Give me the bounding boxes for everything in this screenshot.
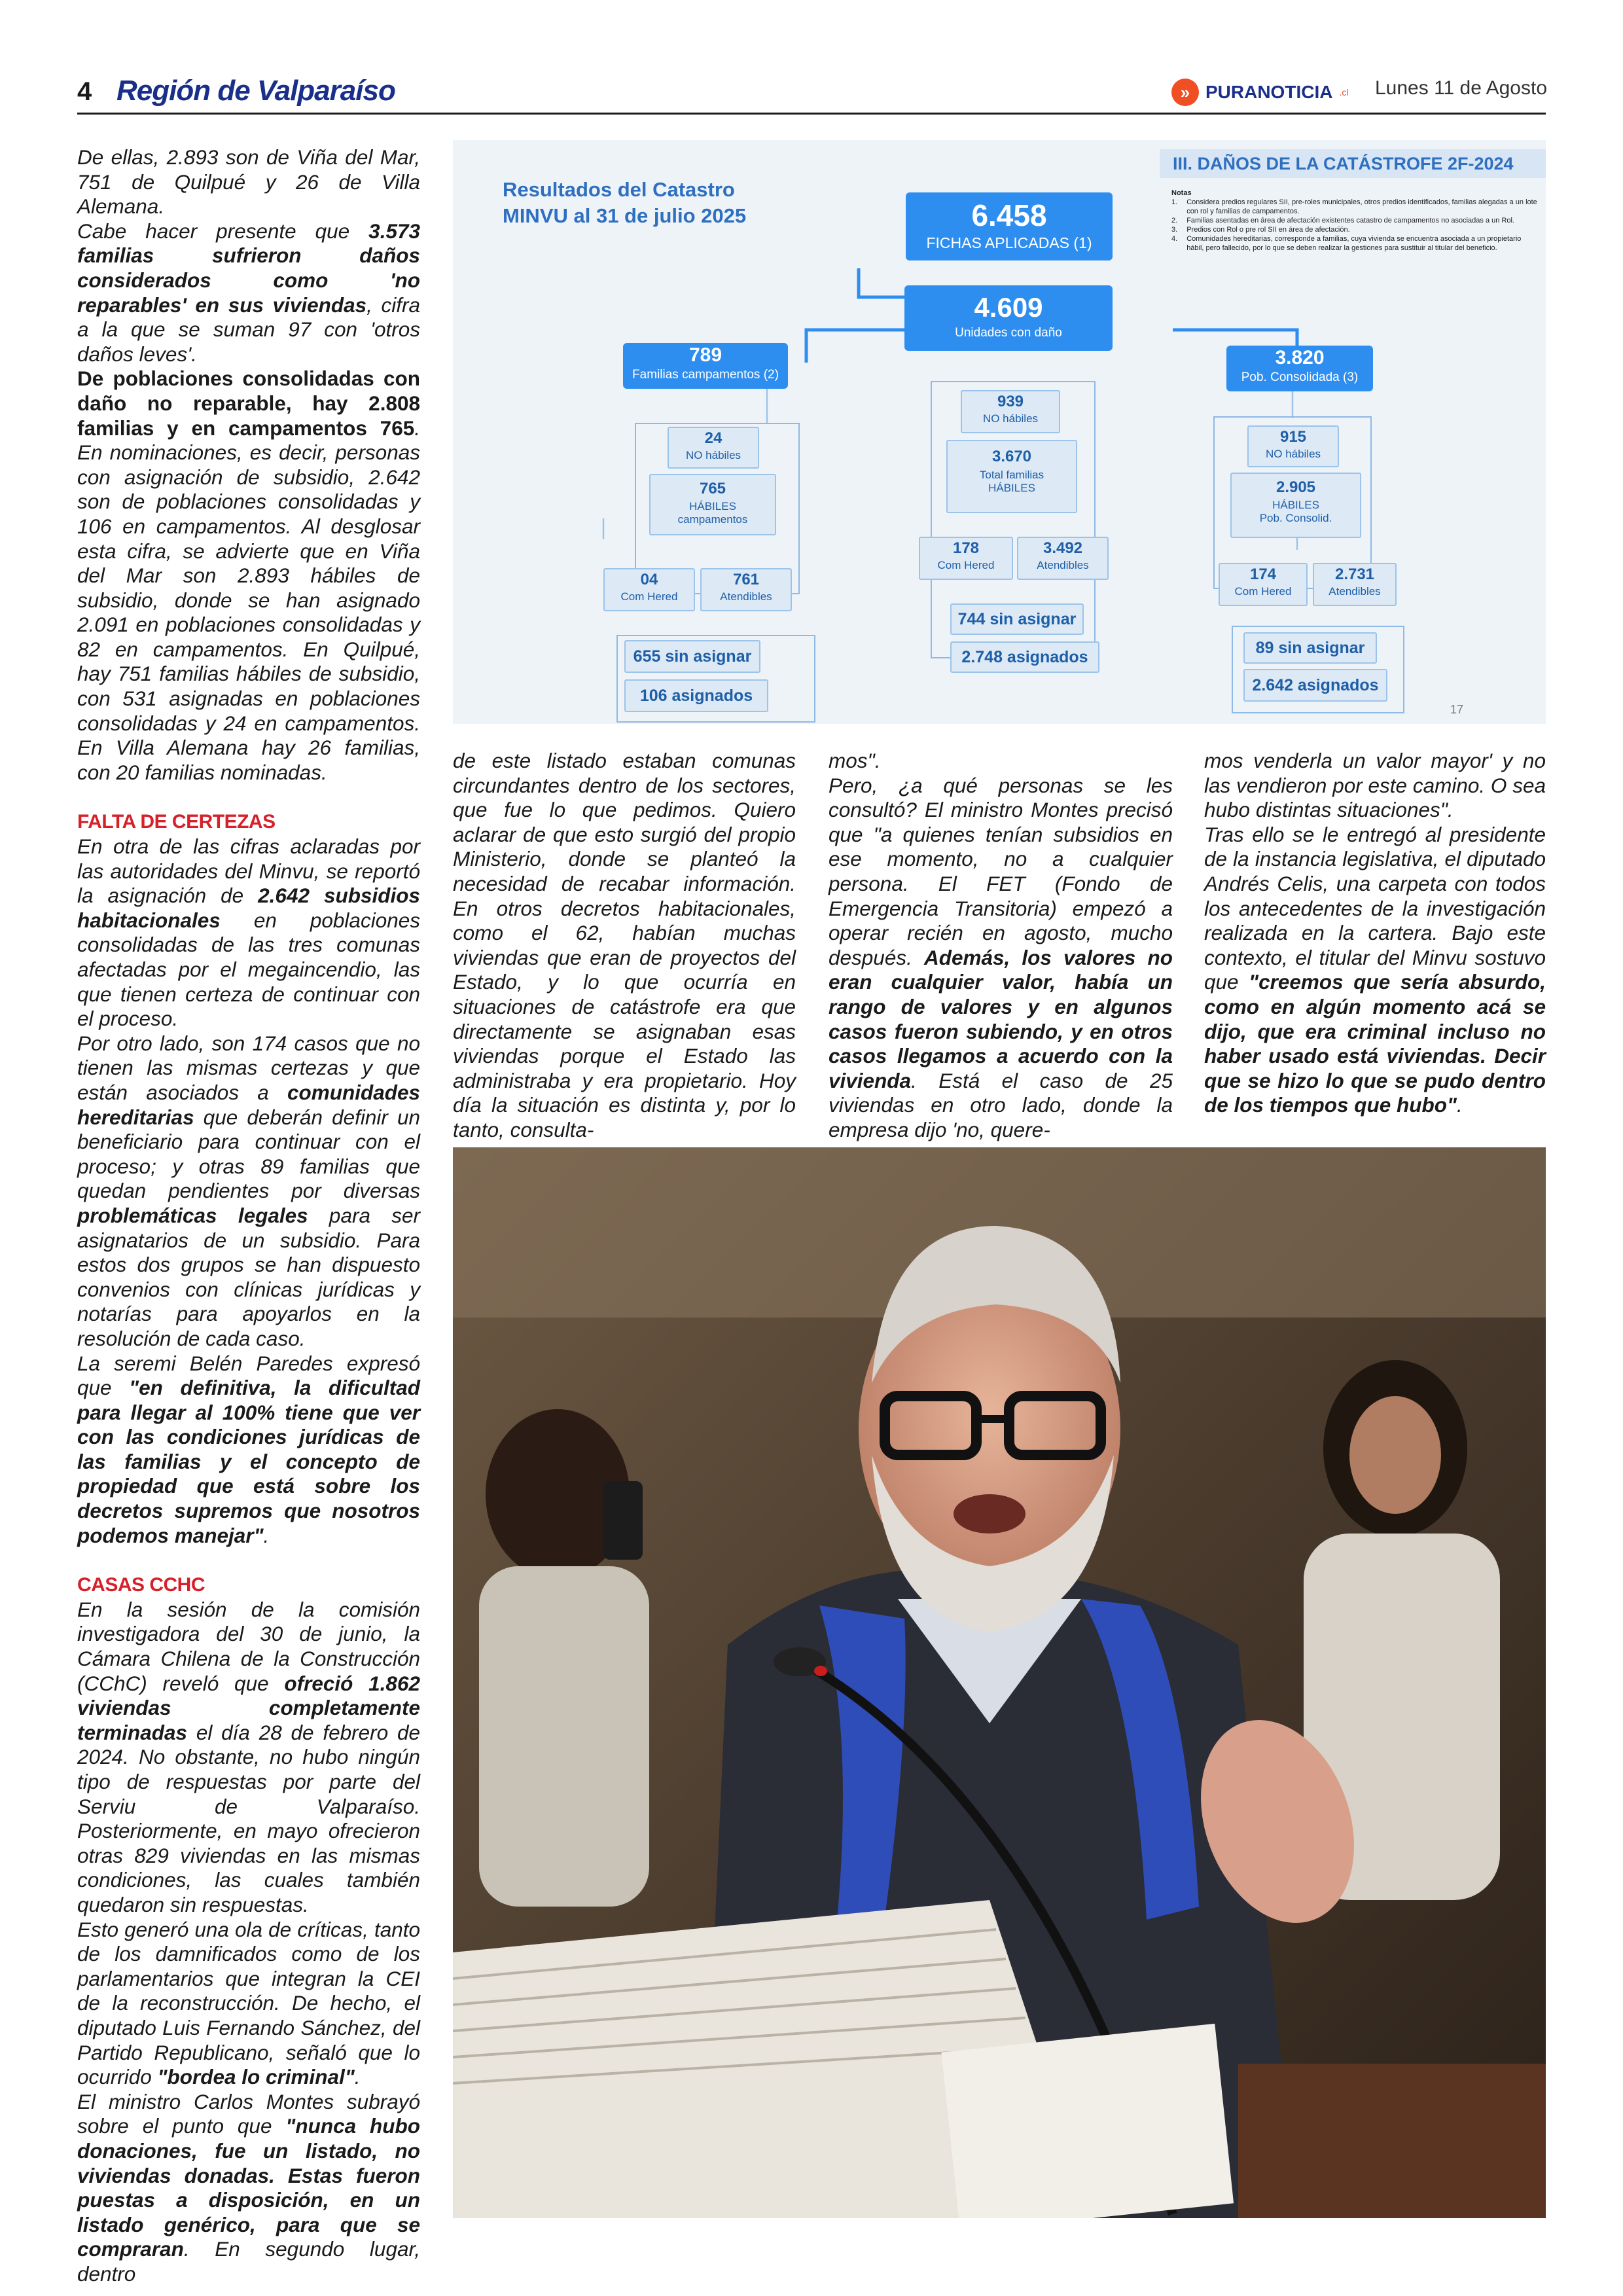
left-habiles: 765 HÁBILES campamentos <box>649 474 776 535</box>
center-habiles: 3.670 Total familias HÁBILES <box>946 440 1077 513</box>
fichas-aplicadas-node: 6.458 FICHAS APLICADAS (1) <box>906 192 1113 260</box>
paragraph: En la sesión de la comisión investigadora del 30 de junio, la Cámara Chilena de la Construcción (CChC) reveló que ofreció 1.862 viviendas completamente terminadas el día 28 de febrero de 2024. No obstante, no hubo ningún tipo de respuestas por parte del Serviu de Valparaíso. Posteriormente, en mayo ofrecieron otras 829 viviendas en las mismas condiciones, las cuales también quedaron sin respuestas. <box>77 1597 420 1916</box>
photo-illustration <box>453 1147 1546 2218</box>
article-column-4 <box>1204 749 1546 1118</box>
article-column-3 <box>829 749 1173 1143</box>
paragraph: de este listado estaban comunas circundantes dentro de los sectores, que fue lo que pedimos. Quiero aclarar de que esto surgió del propio Ministerio, donde se planteó la necesidad de recabar información. En otros decretos habitacionales, como el 62, habían muchas viviendas que eran de proyectos del Estado, y lo que ocurría en situaciones de catástrofe era que directamente se asignaban esas viviendas porque el Estado las administraba y era propietario. Hoy día la situación es distinta y, por lo tanto, consulta- <box>453 749 796 1141</box>
infographic-title: Resultados del Catastro MINVU al 31 de julio 2025 <box>503 178 747 227</box>
subheading-casas-cchc: CASAS CCHC <box>77 1574 205 1596</box>
page-number: 4 <box>77 77 92 106</box>
paragraph: Esto generó una ola de críticas, tanto de los damnificados como de los parlamentarios que integran la CEI de la reconstrucción. De hecho, el diputado Luis Fernando Sánchez, del Partido Republicano, señaló que lo ocurrido "bordea lo criminal". <box>77 1917 420 2089</box>
paragraph: mos". <box>829 749 881 772</box>
left-no-habiles: 24 NO hábiles <box>668 427 759 469</box>
issue-date: Lunes 11 de Agosto <box>1375 77 1547 99</box>
center-com-hered: 178 Com Hered <box>919 537 1013 580</box>
slide-number: 17 <box>1450 703 1464 716</box>
catastro-infographic <box>453 140 1546 724</box>
puranoticia-logo[interactable] <box>1171 77 1348 107</box>
paragraph: Pero, ¿a qué personas se les consultó? El ministro Montes precisó que "a quienes tenían subsidios en ese momento, no a cualquier persona. El FET (Fondo de Emergencia Transitoria) empezó a operar recién en agosto, mucho después. Además, los valores no eran cualquier valor, había un rango de valores y en algunos casos fueron subiendo, y en otros casos llegamos a acuerdo con la vivienda. Está el caso de 25 viviendas en otro lado, donde la empresa dijo 'no, quere- <box>829 773 1173 1141</box>
header-rule <box>77 113 1546 115</box>
logo-suffix: .cl <box>1339 87 1349 98</box>
arrows-icon: » <box>1171 79 1199 106</box>
paragraph: mos venderla un valor mayor' y no las vendieron por este camino. O sea hubo distintas situaciones". <box>1204 749 1546 822</box>
paragraph: De ellas, 2.893 son de Viña del Mar, 751 de Quilpué y 26 de Villa Alemana. <box>77 145 420 219</box>
footnotes: Notas 1. Considera predios regulares SII, pre-roles municipales, otros predios identificados, familias alegadas a un lote con rol y familias de campamentos. 2. Familias asentadas en área de afectación existentes catastro de campamentos no asociadas a un Rol. 3. Predios con Rol o pre rol SII en área de afectación. 4. Comunidades hereditarias, corresponde a familias, cuya vivienda se encuentra asociada a un propietario hábil, pero fallecido, por lo que se deben realizar la gestiones para sustituir al titular del beneficio. <box>1171 189 1537 252</box>
pob-consolidada-node: 3.820 Pob. Consolidada (3) <box>1226 346 1373 391</box>
left-sin-asignar: 655 sin asignar <box>624 640 760 673</box>
right-atendibles: 2.731 Atendibles <box>1313 563 1397 606</box>
section-title: Región de Valparaíso <box>116 75 395 107</box>
right-asignados: 2.642 asignados <box>1243 669 1387 702</box>
right-no-habiles: 915 NO hábiles <box>1247 425 1339 467</box>
subheading-falta-de-certezas: FALTA DE CERTEZAS <box>77 811 276 833</box>
unidades-con-dano-node: 4.609 Unidades con daño <box>904 285 1113 351</box>
right-sin-asignar: 89 sin asignar <box>1243 632 1377 664</box>
article-column-1 <box>77 145 420 2286</box>
left-asignados: 106 asignados <box>624 679 768 712</box>
paragraph: Por otro lado, son 174 casos que no tienen las mismas certezas y que están asociados a comunidades hereditarias que deberán definir un beneficiario para continuar con el proceso; y otras 89 familias que quedan pendientes por diversas problemáticas legales para ser asignatarios de un subsidio. Para estos dos grupos se han dispuesto convenios con clínicas jurídicas y notarías para apoyarlos en la resolución de cada caso. <box>77 1031 421 1350</box>
center-sin-asignar: 744 sin asignar <box>950 603 1084 635</box>
left-atendibles: 761 Atendibles <box>700 568 792 611</box>
center-no-habiles: 939 NO hábiles <box>961 390 1060 433</box>
paragraph: De poblaciones consolidadas con daño no reparable, hay 2.808 familias y en campamentos 765. En nominaciones, es decir, personas con asignación de subsidio, 2.642 son de poblaciones consolidadas y 106 en campamentos. Al desglosar esta cifra, se advierte que en Viña del Mar son 2.893 hábiles de subsidio, donde se han asignado 2.091 en poblaciones consolidadas y 82 en campamentos. En Quilpué, hay 751 familias hábiles de subsidio, con 531 asignadas en poblaciones consolidadas y 24 en campamentos. En Villa Alemana hay 26 familias, con 20 familias nominadas. <box>77 367 420 784</box>
center-asignados: 2.748 asignados <box>950 641 1099 673</box>
section-banner: III. DAÑOS DE LA CATÁSTROFE 2F-2024 <box>1160 149 1546 178</box>
paragraph: Cabe hacer presente que 3.573 familias sufrieron daños considerados como 'no reparables' en sus viviendas, cifra a la que se suman 97 con 'otros daños leves'. <box>77 219 421 366</box>
paragraph: Tras ello se le entregó al presidente de la instancia legislativa, el diputado Andrés Celis, una carpeta con todos los antecedentes de la investigación realizada en la cartera. Bajo este contexto, el titular del Minvu sostuvo que "creemos que sería absurdo, como en algún momento acá se dijo, que era criminal incluso no haber usado está viviendas. Decir que se hizo lo que se pudo dentro de los tiempos que hubo". <box>1204 822 1546 1117</box>
left-com-hered: 04 Com Hered <box>603 568 695 611</box>
minister-photo <box>453 1147 1546 2218</box>
familias-campamentos-node: 789 Familias campamentos (2) <box>623 343 788 389</box>
right-habiles: 2.905 HÁBILES Pob. Consolid. <box>1230 473 1361 538</box>
center-atendibles: 3.492 Atendibles <box>1017 537 1109 580</box>
paragraph: El ministro Carlos Montes subrayó sobre el punto que "nunca hubo donaciones, fue un listado, no viviendas donadas. Estas fueron puestas a disposición, en un listado genérico, para que se compraran. En segundo lugar, dentro <box>77 2089 420 2286</box>
paragraph: La seremi Belén Paredes expresó que "en definitiva, la dificultad para llegar al 100% tiene que ver con las condiciones jurídicas de las familias y el concepto de propiedad que está sobre los decretos supremos que nosotros podemos manejar". <box>77 1351 420 1547</box>
logo-text: PURANOTICIA <box>1205 82 1333 102</box>
right-com-hered: 174 Com Hered <box>1219 563 1308 606</box>
article-column-2 <box>453 749 796 1143</box>
paragraph: En otra de las cifras aclaradas por las autoridades del Minvu, se reportó la asignación de 2.642 subsidios habitacionales en poblaciones consolidadas de las tres comunas afectadas por el megaincendio, las que tienen certeza de continuar con el proceso. <box>77 834 421 1031</box>
